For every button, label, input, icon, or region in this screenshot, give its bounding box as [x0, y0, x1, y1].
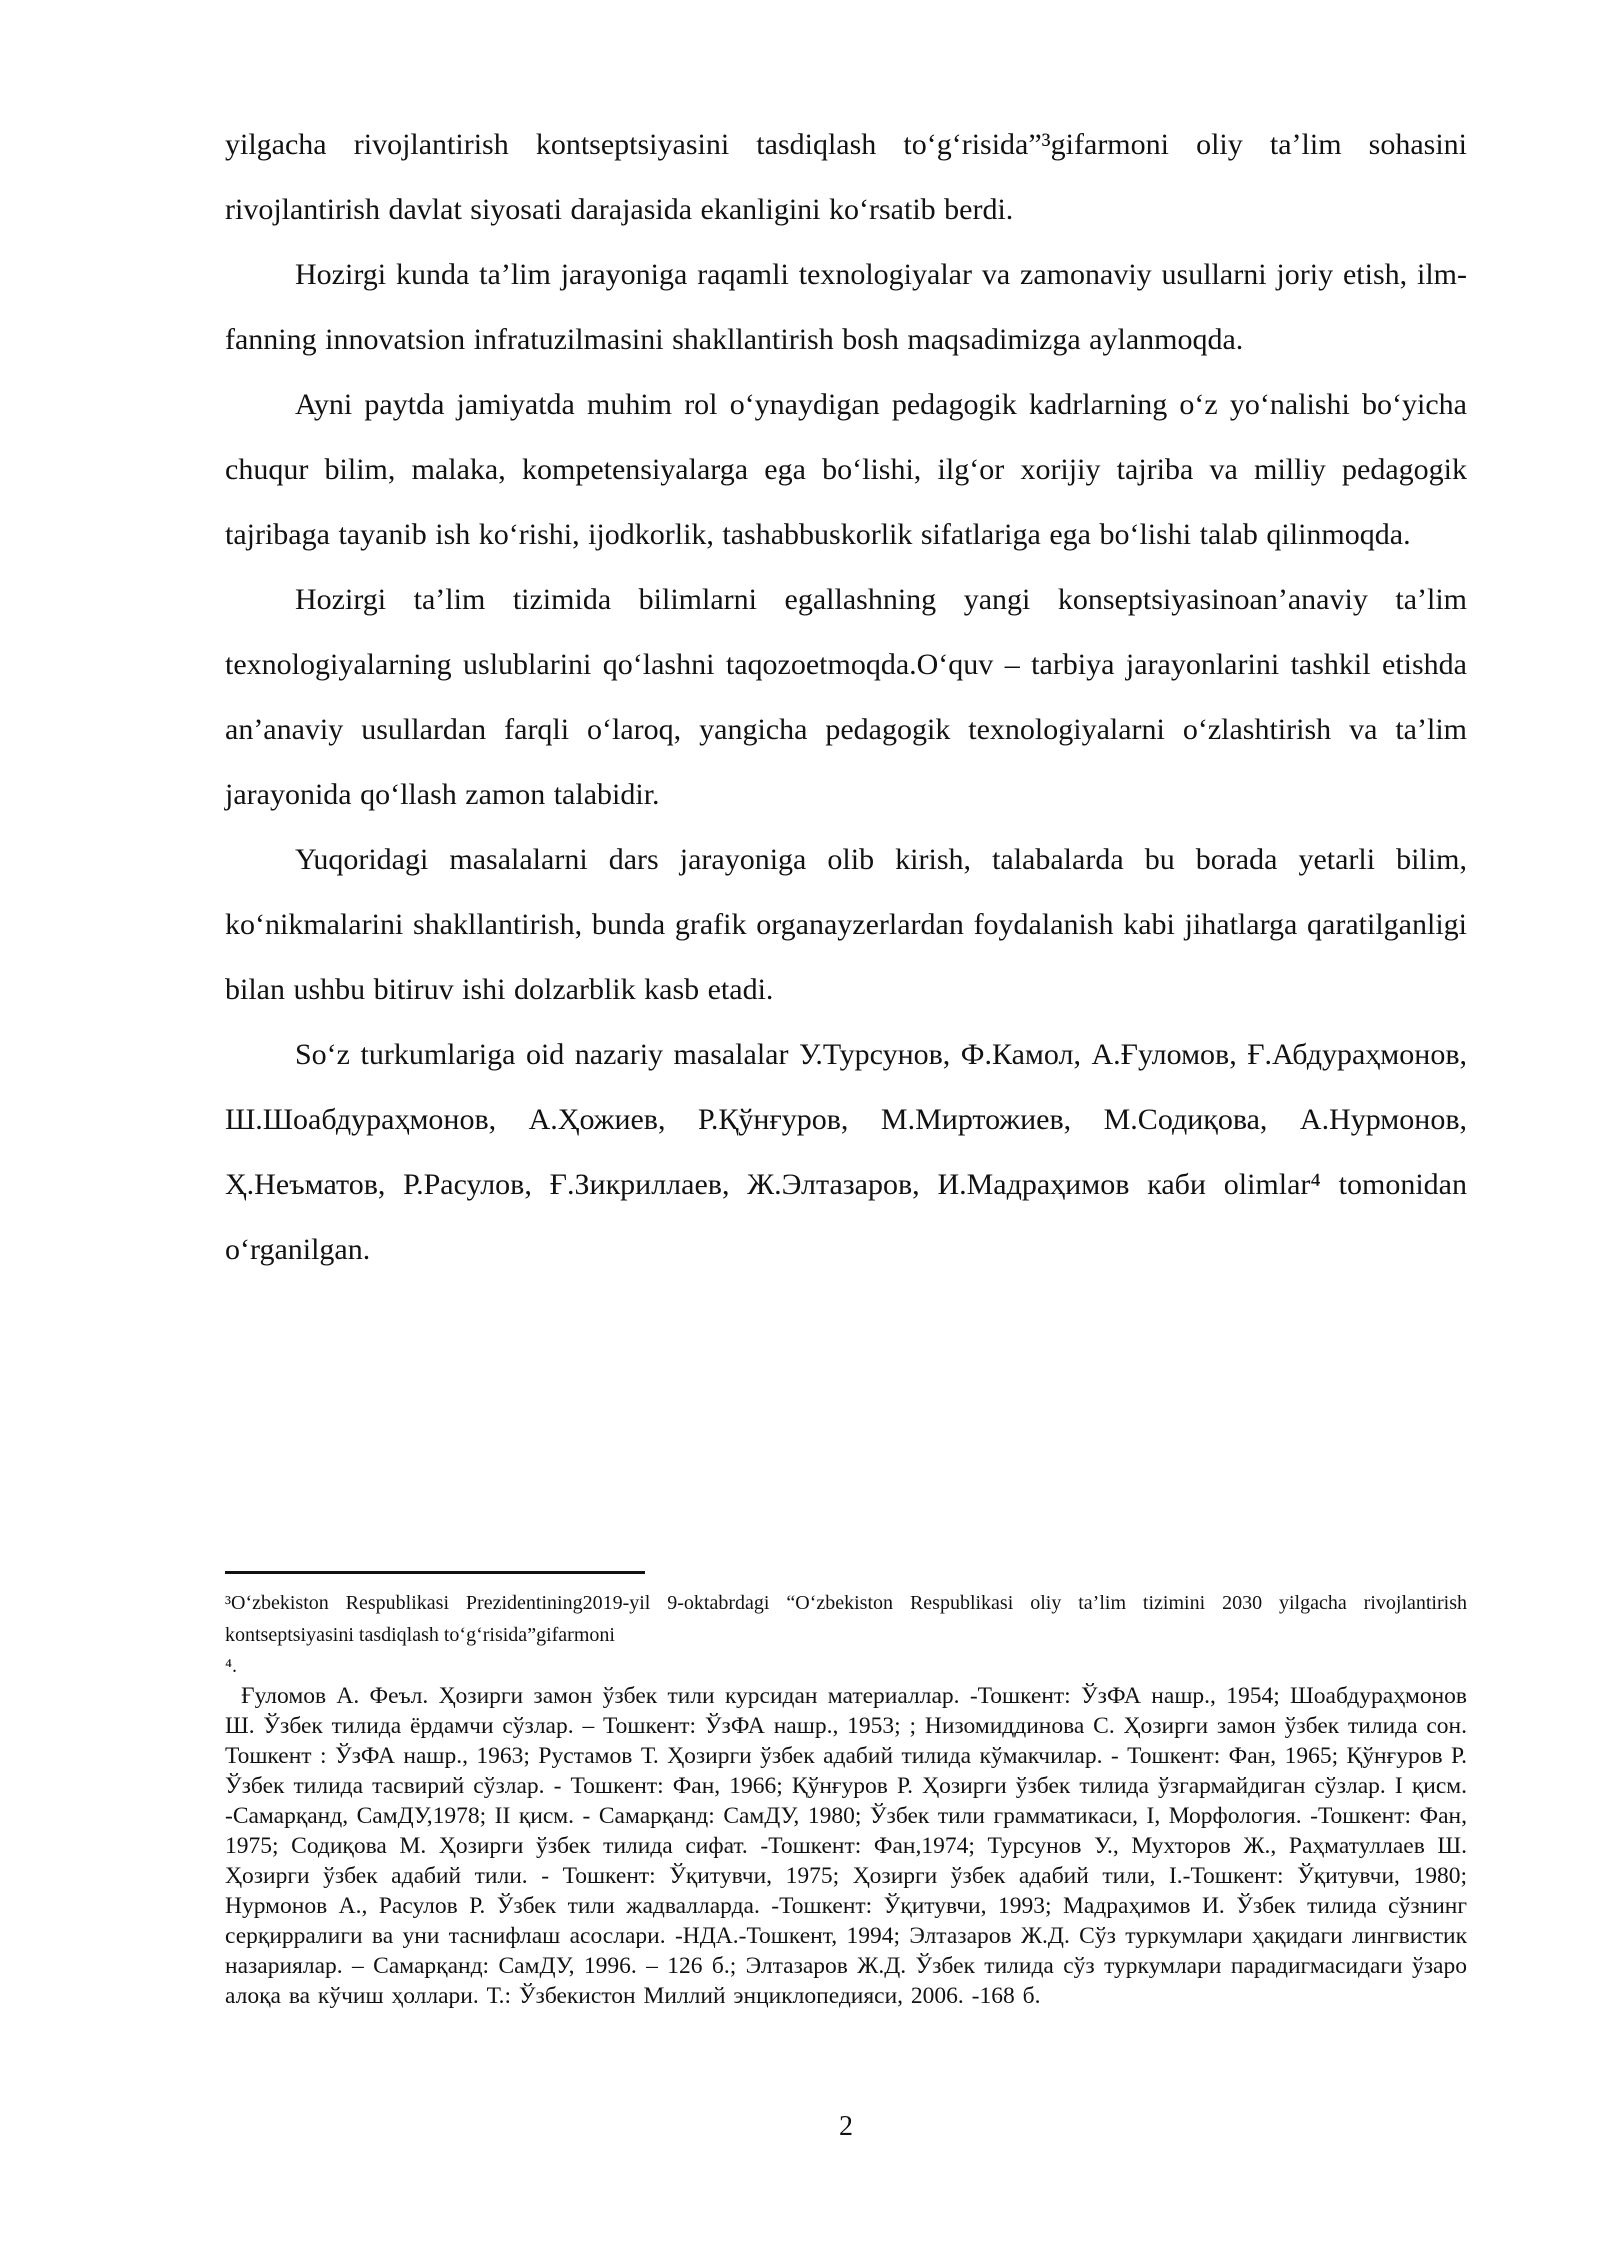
body-paragraph-5: Yuqoridagi masalalarni dars jarayoniga olib kirish, talabalarda bu borada yetarli bilim, ko‘nikmalarini shakllantirish, bunda grafik organayzerlardan foydalanish kabi jihatlarga qaratilganligi bilan ushbu bitiruv ishi dolzarblik kasb etadi. — [225, 843, 1467, 1006]
footnote-3: ³O‘zbekiston Respublikasi Prezidentining2019-yil 9-oktabrdagi “O‘zbekiston Respublikasi oliy ta’lim tizimini 2030 yilgacha rivojlantirish kontseptsiyasini tasdiqlash to‘g‘risida”gifarmoni — [225, 1592, 1467, 1646]
body-paragraph-6: So‘z turkumlariga oid nazariy masalalar У.Турсунов, Ф.Камол, А.Ғуломов, Ғ.Абдураҳмонов, Ш.Шоабдураҳмонов, А.Ҳожиев, Р.Қўнғуров, М.Миртожиев, М.Содиқова, А.Нурмонов, Ҳ.Неъматов, Р.Расулов, Ғ.Зикриллаев, Ж.Элтазаров, И.Мадраҳимов каби olimlar⁴ tomonidan o‘rganilgan. — [225, 1038, 1467, 1266]
footnote-4: Ғуломов А. Феъл. Ҳозирги замон ўзбек тили курсидан материаллар. -Тошкент: ЎзФА нашр., 1954; Шоабдураҳмонов Ш. Ўзбек тилида ёрдамчи сўзлар. – Тошкент: ЎзФА нашр., 1953; ; Низомиддинова С. Ҳозирги замон ўзбек тилида сон. Тошкент : ЎзФА нашр., 1963; Рустамов Т. Ҳозирги ўзбек адабий тилида кўмакчилар. - Тошкент: Фан, 1965; Қўнғуров Р. Ўзбек тилида тасвирий сўзлар. - Тошкент: Фан, 1966; Қўнғуров Р. Ҳозирги ўзбек тилида ўзгармайдиган сўзлар. I қисм. -Самарқанд, СамДУ,1978; II қисм. - Самарқанд: СамДУ, 1980; Ўзбек тили грамматикаси, I, Морфология. -Тошкент: Фан, 1975; Содиқова М. Ҳозирги ўзбек тилида сифат. -Тошкент: Фан,1974; Турсунов У., Мухторов Ж., Раҳматуллаев Ш. Ҳозирги ўзбек адабий тили. - Тошкент: Ўқитувчи, 1975; Ҳозирги ўзбек адабий тили, I.-Тошкент: Ўқитувчи, 1980; Нурмонов А., Расулов Р. Ўзбек тили жадвалларда. -Тошкент: Ўқитувчи, 1993; Мадраҳимов И. Ўзбек тилида сўзнинг серқирралиги ва уни таснифлаш асослари. -НДА.-Тошкент, 1994; Элтазаров Ж.Д. Сўз туркумлари ҳақидаги лингвистик назариялар. – Самарқанд: СамДУ, 1996. – 126 б.; Элтазаров Ж.Д. Ўзбек тилида сўз туркумлари парадигмасидаги ўзаро алоқа ва кўчиш ҳоллари. Т.: Ўзбекистон Миллий энциклопедияси, 2006. -168 б. — [225, 1683, 1467, 2009]
body-paragraph-2: Hozirgi kunda ta’lim jarayoniga raqamli texnologiyalar va zamonaviy usullarni joriy etish, ilm-fanning innovatsion infratuzilmasini shakllantirish bosh maqsadimizga aylanmoqda. — [225, 258, 1467, 356]
body-paragraph-1: yilgacha rivojlantirish kontseptsiyasini tasdiqlash to‘g‘risida”³gifarmoni oliy ta’lim sohasini rivojlantirish davlat siyosati darajasida ekanligini ko‘rsatib berdi. — [225, 128, 1467, 226]
body-paragraph-3: Ayni paytda jamiyatda muhim rol o‘ynaydigan pedagogik kadrlarning o‘z yo‘nalishi bo‘yicha chuqur bilim, malaka, kompetensiyalarga ega bo‘lishi, ilg‘or xorijiy tajriba va milliy pedagogik tajribaga tayanib ish ko‘rishi, ijodkorlik, tashabbuskorlik sifatlariga ega bo‘lishi talab qilinmoqda. — [225, 388, 1467, 551]
footnote-separator — [225, 1571, 645, 1574]
body-paragraph-4: Hozirgi ta’lim tizimida bilimlarni egallashning yangi konseptsiyasinoan’anaviy ta’lim texnologiyalarning uslublarini qo‘lashni taqozoetmoqda.O‘quv – tarbiya jarayonlarini tashkil etishda an’anaviy usullardan farqli o‘laroq, yangicha pedagogik texnologiyalarni o‘zlashtirish va ta’lim jarayonida qo‘llash zamon talabidir. — [225, 583, 1467, 811]
page-number: 2 — [839, 2111, 853, 2142]
body-text-block — [225, 112, 1467, 1282]
footnote-4-marker: ⁴. — [225, 1655, 237, 1677]
footnote-area — [225, 1571, 1467, 2011]
